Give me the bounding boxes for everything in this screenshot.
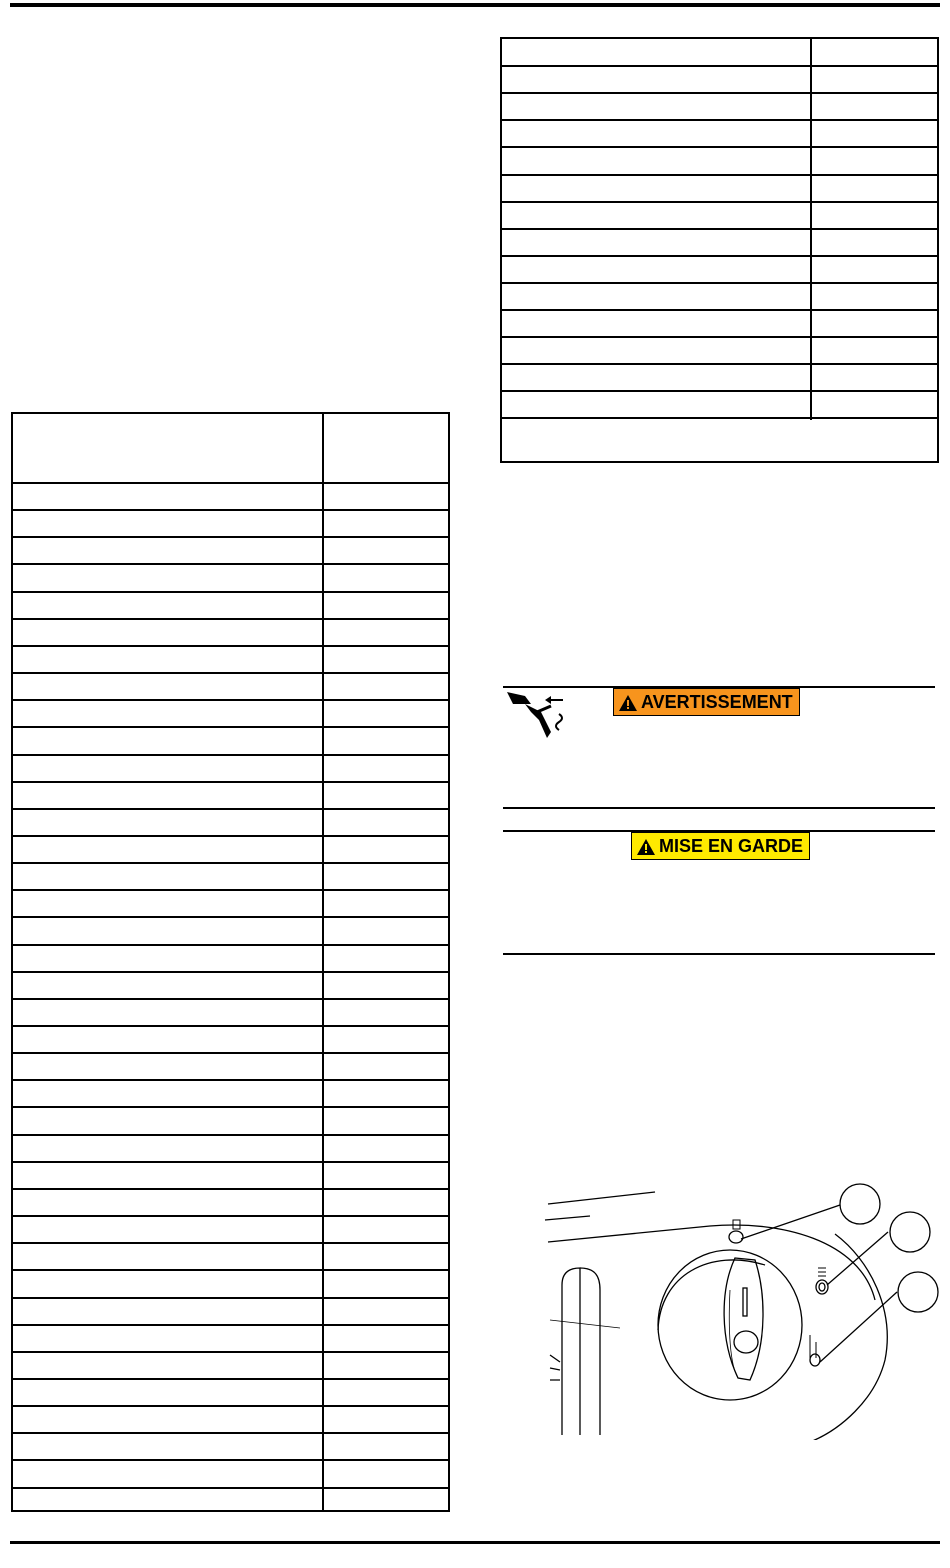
table-row-rule: [13, 1188, 448, 1190]
callout-1: [840, 1184, 880, 1224]
table-row-rule: [13, 1351, 448, 1353]
table-row-rule: [13, 563, 448, 565]
table-row-rule: [13, 672, 448, 674]
spec-table-right: [500, 37, 939, 463]
table-row-rule: [13, 1405, 448, 1407]
table-row-rule: [13, 1297, 448, 1299]
table-row-rule: [13, 726, 448, 728]
table-row-rule: [13, 754, 448, 756]
callout-2: [890, 1212, 930, 1252]
table-row-rule: [13, 998, 448, 1000]
table-row-rule: [13, 1324, 448, 1326]
table-row-rule: [13, 618, 448, 620]
table-row-rule: [13, 1106, 448, 1108]
caution-badge: [631, 832, 810, 860]
table-row-rule: [502, 174, 937, 176]
table-row-rule: [13, 1378, 448, 1380]
warning-label: AVERTISSEMENT: [641, 692, 793, 712]
table-row-rule: [502, 282, 937, 284]
table-row-rule: [13, 1052, 448, 1054]
warning-triangle-icon: [618, 694, 638, 712]
callout-3: [898, 1272, 938, 1312]
table-row-rule: [502, 255, 937, 257]
table-row-rule: [13, 781, 448, 783]
table-row-rule: [13, 862, 448, 864]
table-row-rule: [502, 390, 937, 392]
top-rule: [10, 3, 940, 7]
table-row-rule: [502, 146, 937, 148]
table-row-rule: [13, 699, 448, 701]
table-row-rule: [502, 417, 937, 419]
table-row-rule: [13, 509, 448, 511]
table-row-rule: [502, 92, 937, 94]
table-row-rule: [13, 1134, 448, 1136]
column-divider: [322, 414, 324, 1510]
table-row-rule: [13, 835, 448, 837]
table-row-rule: [13, 889, 448, 891]
table-row-rule: [13, 1269, 448, 1271]
bottom-rule: [10, 1541, 940, 1544]
table-row-rule: [13, 1487, 448, 1489]
table-row-rule: [13, 1161, 448, 1163]
warning-badge: [613, 688, 800, 716]
table-row-rule: [13, 971, 448, 973]
table-header: [13, 414, 448, 484]
table-row-rule: [13, 591, 448, 593]
table-row-rule: [13, 1215, 448, 1217]
table-row-rule: [502, 336, 937, 338]
table-row-rule: [502, 309, 937, 311]
table-row-rule: [13, 808, 448, 810]
caution-label: MISE EN GARDE: [659, 836, 804, 856]
table-row-rule: [13, 645, 448, 647]
table-row-rule: [13, 944, 448, 946]
table-row-rule: [13, 1432, 448, 1434]
table-row-rule: [502, 119, 937, 121]
table-row-rule: [13, 1459, 448, 1461]
table-row-rule: [502, 65, 937, 67]
table-row-rule: [13, 1079, 448, 1081]
table-row-rule: [13, 1242, 448, 1244]
table-row-rule: [502, 228, 937, 230]
table-row-rule: [13, 536, 448, 538]
table-row-rule: [13, 1025, 448, 1027]
table-row-rule: [502, 363, 937, 365]
valve-knob-diagram: [540, 1180, 945, 1440]
caution-bottom-rule: [503, 953, 935, 955]
hand-entanglement-hazard-icon: [505, 690, 575, 750]
spec-table-left: [11, 412, 450, 1512]
warning-bottom-rule: [503, 807, 935, 809]
warning-triangle-icon: [636, 838, 656, 856]
table-row-rule: [13, 916, 448, 918]
table-row-rule: [502, 201, 937, 203]
